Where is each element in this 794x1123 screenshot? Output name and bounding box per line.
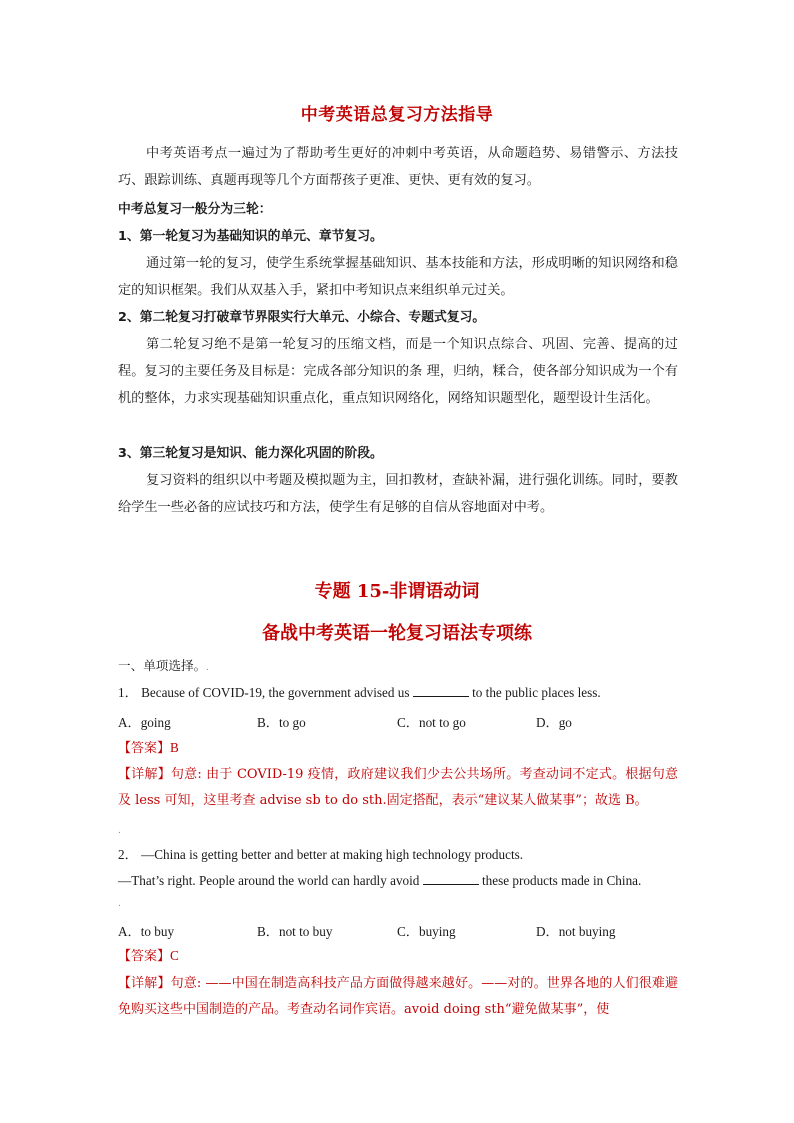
question-2-line2 <box>118 871 688 891</box>
guide-intro: 中考英语考点一遍过为了帮助考生更好的冲刺中考英语，从命题趋势、易错警示、方法技巧、跟踪训练、真题再现等几个方面帮孩子更准、更快、更有效的复习。 <box>118 146 678 188</box>
question-1-answer-label: 【答案】 <box>118 741 171 756</box>
question-2-line1 <box>118 845 688 865</box>
question-2-explain-label: 【详解】 <box>118 976 171 991</box>
question-1-option-b: B．to go <box>257 715 306 730</box>
question-2-explanation <box>118 971 678 1023</box>
question-1-option-c: C．not to go <box>397 715 466 730</box>
question-2-option-b: B．not to buy <box>257 924 333 939</box>
question-2-line2-after: these products made in China. <box>482 873 642 888</box>
round2-heading: 2、第二轮复习打破章节界限实行大单元、小综合、专题式复习。 <box>118 310 486 325</box>
question-1-option-d: D．go <box>536 715 572 730</box>
question-2-answer-label: 【答案】 <box>118 949 171 964</box>
section-heading-text: 一、单项选择。 <box>118 658 207 673</box>
question-2-option-a: A．to buy <box>118 924 175 939</box>
question-1-explain-label: 【详解】 <box>118 767 171 782</box>
question-2-option-c: C．buying <box>397 924 456 939</box>
question-1-explain-text: 句意: 由于 COVID-19 疫情，政府建议我们少去公共场所。考查动词不定式。根据句意及 less 可知，这里考查 advise sb to do sth.固定搭配，表示“建议某人做某事”；故选 B。 <box>118 767 678 808</box>
question-1-option-a: A．going <box>118 715 171 730</box>
question-1 <box>118 683 688 703</box>
question-1-text-before: Because of COVID-19, the government advised us <box>141 685 410 700</box>
round2-text: 第二轮复习绝不是第一轮复习的压缩文档，而是一个知识点综合、巩固、完善、提高的过程。复习的主要任务及目标是：完成各部分知识的条 理，归纳，糅合，使各部分知识成为一个有机的整体，力求实现基础知识重点化，重点知识网络化，网络知识题型化，题型设计生活化。 <box>118 337 678 406</box>
question-2-answer-value: C <box>170 948 179 963</box>
question-2-line2-before: —That’s right. People around the world can hardly avoid <box>118 873 420 888</box>
rounds-heading: 中考总复习一般分为三轮： <box>118 202 272 217</box>
question-1-answer-value: B <box>170 740 179 755</box>
question-2-option-d: D．not buying <box>536 924 616 939</box>
round1-heading: 1、第一轮复习为基础知识的单元、章节复习。 <box>118 229 383 244</box>
question-2-line1-text: —China is getting better and better at making high technology products. <box>141 847 524 862</box>
guide-title: 中考英语总复习方法指导 <box>300 105 494 125</box>
section-heading <box>118 656 688 678</box>
question-2-number: 2． <box>118 847 138 862</box>
round1-text: 通过第一轮的复习，使学生系统掌握基础知识、基本技能和方法，形成明晰的知识网络和稳定的知识框架。我们从双基入手，紧扣中考知识点来组织单元过关。 <box>118 256 678 298</box>
question-1-explanation <box>118 762 678 814</box>
question-1-number: 1． <box>118 685 138 700</box>
spacer-dot-2: . <box>118 899 121 909</box>
question-1-answer <box>118 738 688 759</box>
question-1-text-after: to the public places less. <box>472 685 601 700</box>
section-heading-dot: . <box>206 663 210 673</box>
round3-text: 复习资料的组织以中考题及模拟题为主，回扣教材，查缺补漏，进行强化训练。同时，要教给学生一些必备的应试技巧和方法，使学生有足够的自信从容地面对中考。 <box>118 473 678 515</box>
topic-title: 专题 15-非谓语动词 <box>314 581 480 602</box>
topic-subtitle: 备战中考英语一轮复习语法专项练 <box>262 623 532 644</box>
question-2-blank <box>423 872 479 885</box>
round3-heading: 3、第三轮复习是知识、能力深化巩固的阶段。 <box>118 446 383 461</box>
spacer-dot-1: . <box>118 826 121 836</box>
question-1-blank <box>413 684 469 697</box>
question-2-explain-text: 句意: ——中国在制造高科技产品方面做得越来越好。——对的。世界各地的人们很难避免购买这些中国制造的产品。考查动名词作宾语。avoid doing sth“避免做某事”，使 <box>118 976 678 1017</box>
question-2-answer <box>118 946 688 967</box>
